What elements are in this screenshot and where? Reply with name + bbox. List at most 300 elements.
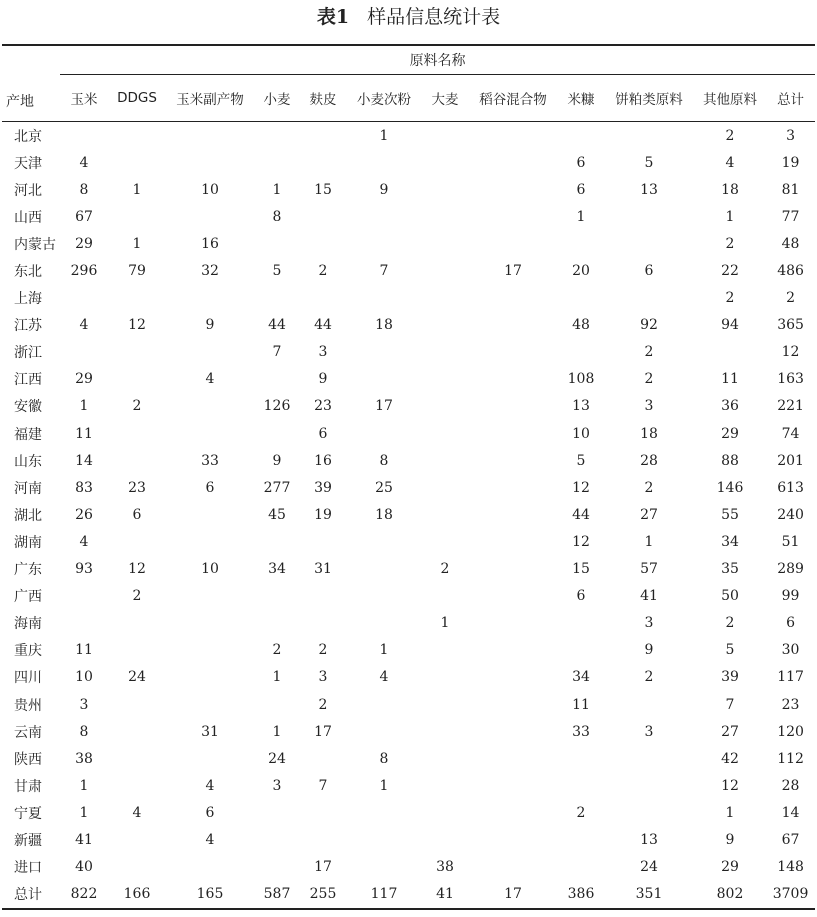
column-header: DDGS	[108, 75, 166, 122]
value-cell	[60, 610, 108, 637]
value-cell: 1	[576, 208, 586, 225]
value-cell	[166, 149, 254, 176]
value-cell	[346, 203, 422, 230]
table-row	[2, 149, 815, 176]
value-cell: 11	[572, 696, 590, 713]
value-cell	[422, 312, 468, 339]
value-cell: 34	[572, 669, 590, 686]
value-cell: 14	[781, 804, 800, 821]
value-cell	[254, 583, 300, 610]
value-cell	[468, 203, 558, 230]
value-cell: 2	[644, 669, 654, 686]
value-cell: 40	[75, 859, 93, 876]
value-cell: 165	[166, 881, 254, 909]
value-cell	[346, 610, 422, 637]
value-cell: 17	[314, 723, 332, 740]
table-body	[2, 122, 815, 909]
value-cell: 6	[786, 615, 796, 632]
value-cell	[346, 556, 422, 583]
value-cell: 28	[640, 452, 658, 469]
value-cell: 92	[640, 317, 658, 334]
value-cell: 26	[75, 506, 93, 523]
region-cell: 北京	[14, 128, 42, 145]
value-cell	[468, 664, 558, 691]
value-cell	[166, 528, 254, 555]
value-cell	[60, 583, 108, 610]
column-header-region: 产地	[2, 45, 60, 122]
value-cell: 4	[79, 154, 89, 171]
value-cell	[300, 610, 346, 637]
value-cell: 38	[436, 859, 454, 876]
value-cell	[254, 420, 300, 447]
value-cell	[300, 799, 346, 826]
value-cell	[254, 149, 300, 176]
value-cell: 2	[725, 127, 735, 144]
value-cell: 8	[379, 750, 389, 767]
value-cell: 18	[375, 317, 393, 334]
value-cell	[558, 745, 604, 772]
value-cell	[108, 447, 166, 474]
value-cell	[346, 149, 422, 176]
value-cell	[300, 826, 346, 853]
table-row	[2, 257, 815, 284]
value-cell: 802	[694, 881, 766, 909]
value-cell: 16	[201, 235, 219, 252]
region-cell: 进口	[14, 860, 42, 877]
value-cell	[468, 230, 558, 257]
value-cell: 27	[640, 506, 658, 523]
value-cell: 2	[725, 290, 735, 307]
value-cell: 5	[725, 642, 735, 659]
value-cell: 11	[721, 371, 739, 388]
value-cell: 41	[640, 588, 658, 605]
table-row	[2, 637, 815, 664]
value-cell: 34	[268, 561, 286, 578]
region-cell: 福建	[14, 426, 42, 443]
value-cell: 14	[75, 452, 93, 469]
value-cell: 17	[504, 263, 522, 280]
region-cell: 东北	[14, 264, 42, 281]
value-cell: 74	[781, 425, 800, 442]
value-cell: 33	[572, 723, 590, 740]
table-number: 表1	[316, 6, 350, 28]
value-cell: 11	[75, 425, 93, 442]
value-cell: 50	[721, 588, 739, 605]
value-cell: 41	[75, 831, 93, 848]
value-cell	[422, 664, 468, 691]
value-cell	[558, 230, 604, 257]
table-row	[2, 664, 815, 691]
value-cell	[422, 745, 468, 772]
value-cell: 55	[721, 506, 739, 523]
value-cell: 2	[132, 398, 142, 415]
value-cell: 4	[379, 669, 389, 686]
value-cell: 15	[314, 181, 332, 198]
value-cell: 44	[572, 506, 590, 523]
value-cell	[468, 312, 558, 339]
value-cell: 277	[263, 479, 291, 496]
value-cell: 1	[725, 208, 735, 225]
value-cell: 10	[75, 669, 93, 686]
region-cell: 江苏	[14, 318, 42, 335]
value-cell: 12	[572, 479, 590, 496]
value-cell: 13	[572, 398, 590, 415]
value-cell: 1	[79, 777, 89, 794]
value-cell	[346, 583, 422, 610]
value-cell: 19	[314, 506, 332, 523]
region-cell: 河北	[14, 182, 42, 199]
region-cell: 总计	[2, 881, 60, 909]
header-columns-row	[2, 75, 815, 122]
value-cell: 10	[201, 181, 219, 198]
value-cell	[422, 583, 468, 610]
value-cell: 166	[108, 881, 166, 909]
value-cell	[300, 745, 346, 772]
table-caption	[0, 2, 817, 32]
value-cell: 30	[781, 642, 800, 659]
value-cell: 2	[318, 696, 328, 713]
value-cell	[604, 772, 694, 799]
column-header: 其他原料	[694, 75, 766, 122]
table-row	[2, 528, 815, 555]
value-cell: 8	[79, 723, 89, 740]
column-header: 大麦	[422, 75, 468, 122]
value-cell: 2	[440, 561, 450, 578]
value-cell: 1	[272, 181, 282, 198]
value-cell	[468, 610, 558, 637]
value-cell: 3	[644, 615, 654, 632]
value-cell	[166, 583, 254, 610]
value-cell	[166, 854, 254, 881]
value-cell: 3709	[766, 881, 815, 909]
value-cell	[166, 637, 254, 664]
value-cell	[254, 122, 300, 150]
value-cell: 23	[781, 696, 800, 713]
header-group-row	[2, 45, 815, 75]
value-cell	[558, 339, 604, 366]
value-cell: 2	[644, 479, 654, 496]
value-cell	[108, 854, 166, 881]
value-cell	[468, 122, 558, 150]
value-cell	[558, 610, 604, 637]
table-row	[2, 772, 815, 799]
column-group-header: 原料名称	[60, 45, 815, 75]
value-cell: 23	[128, 479, 146, 496]
value-cell: 42	[721, 750, 739, 767]
column-header: 稻谷混合物	[468, 75, 558, 122]
value-cell: 11	[75, 642, 93, 659]
value-cell: 3	[318, 669, 328, 686]
value-cell: 99	[781, 588, 800, 605]
value-cell	[694, 339, 766, 366]
value-cell	[108, 203, 166, 230]
region-cell: 河南	[14, 480, 42, 497]
table-row	[2, 366, 815, 393]
value-cell	[468, 393, 558, 420]
region-cell: 贵州	[14, 697, 42, 714]
value-cell: 2	[318, 263, 328, 280]
value-cell: 18	[375, 506, 393, 523]
value-cell	[422, 285, 468, 312]
value-cell: 4	[205, 371, 215, 388]
value-cell: 25	[375, 479, 393, 496]
value-cell: 33	[201, 452, 219, 469]
value-cell: 117	[346, 881, 422, 909]
value-cell: 29	[75, 235, 93, 252]
value-cell: 6	[576, 181, 586, 198]
value-cell: 13	[640, 831, 658, 848]
value-cell: 822	[60, 881, 108, 909]
value-cell: 7	[725, 696, 735, 713]
value-cell: 6	[205, 804, 215, 821]
value-cell	[346, 528, 422, 555]
value-cell	[468, 176, 558, 203]
value-cell: 48	[572, 317, 590, 334]
value-cell: 10	[572, 425, 590, 442]
value-cell	[604, 203, 694, 230]
table-row	[2, 691, 815, 718]
value-cell	[166, 664, 254, 691]
column-header: 玉米副产物	[166, 75, 254, 122]
value-cell: 88	[721, 452, 739, 469]
value-cell: 3	[644, 398, 654, 415]
value-cell	[468, 745, 558, 772]
value-cell: 67	[75, 208, 93, 225]
value-cell: 1	[644, 533, 654, 550]
value-cell	[422, 501, 468, 528]
value-cell: 38	[75, 750, 93, 767]
value-cell	[346, 691, 422, 718]
column-header: 玉米	[60, 75, 108, 122]
value-cell	[108, 772, 166, 799]
region-cell: 四川	[14, 670, 42, 687]
value-cell: 79	[128, 263, 146, 280]
value-cell: 5	[272, 263, 282, 280]
value-cell: 1	[272, 669, 282, 686]
value-cell: 1	[379, 127, 389, 144]
region-cell: 陕西	[14, 751, 42, 768]
table-row	[2, 501, 815, 528]
region-cell: 江西	[14, 372, 42, 389]
value-cell: 2	[576, 804, 586, 821]
value-cell	[422, 176, 468, 203]
value-cell: 44	[268, 317, 286, 334]
region-cell: 新疆	[14, 832, 42, 849]
value-cell: 9	[318, 371, 328, 388]
value-cell: 2	[644, 344, 654, 361]
value-cell: 77	[781, 208, 800, 225]
value-cell: 146	[716, 479, 744, 496]
value-cell	[468, 772, 558, 799]
value-cell: 13	[640, 181, 658, 198]
value-cell: 9	[205, 317, 215, 334]
value-cell: 18	[640, 425, 658, 442]
value-cell	[300, 583, 346, 610]
region-cell: 宁夏	[14, 805, 42, 822]
value-cell	[300, 203, 346, 230]
value-cell	[254, 610, 300, 637]
table-row	[2, 420, 815, 447]
value-cell	[604, 799, 694, 826]
value-cell: 4	[205, 831, 215, 848]
value-cell: 2	[725, 615, 735, 632]
value-cell	[422, 691, 468, 718]
value-cell	[300, 285, 346, 312]
region-cell: 重庆	[14, 643, 42, 660]
table-row	[2, 176, 815, 203]
value-cell: 17	[468, 881, 558, 909]
value-cell: 386	[558, 881, 604, 909]
value-cell: 41	[422, 881, 468, 909]
value-cell: 9	[725, 831, 735, 848]
value-cell: 12	[128, 317, 146, 334]
value-cell: 24	[640, 859, 658, 876]
value-cell	[422, 149, 468, 176]
region-cell: 甘肃	[14, 778, 42, 795]
value-cell: 1	[132, 181, 142, 198]
value-cell	[422, 420, 468, 447]
value-cell	[254, 528, 300, 555]
column-header: 总计	[766, 75, 815, 122]
value-cell: 240	[777, 506, 804, 523]
value-cell	[558, 285, 604, 312]
value-cell: 365	[777, 317, 804, 334]
value-cell	[254, 230, 300, 257]
value-cell	[300, 528, 346, 555]
value-cell: 9	[644, 642, 654, 659]
value-cell	[558, 122, 604, 150]
value-cell: 4	[79, 533, 89, 550]
value-cell: 7	[318, 777, 328, 794]
value-cell: 12	[721, 777, 739, 794]
value-cell	[468, 366, 558, 393]
value-cell	[108, 285, 166, 312]
value-cell	[468, 583, 558, 610]
value-cell	[604, 691, 694, 718]
value-cell	[346, 826, 422, 853]
value-cell	[422, 799, 468, 826]
value-cell: 2	[132, 588, 142, 605]
value-cell	[300, 149, 346, 176]
value-cell: 126	[263, 398, 291, 415]
value-cell	[558, 826, 604, 853]
value-cell	[604, 745, 694, 772]
value-cell	[422, 718, 468, 745]
value-cell: 28	[781, 777, 800, 794]
region-cell: 广西	[14, 589, 42, 606]
column-header: 小麦次粉	[346, 75, 422, 122]
value-cell	[422, 637, 468, 664]
value-cell: 29	[721, 425, 739, 442]
value-cell	[468, 637, 558, 664]
table-row	[2, 718, 815, 745]
value-cell: 2	[786, 290, 796, 307]
value-cell: 4	[205, 777, 215, 794]
value-cell: 57	[640, 561, 658, 578]
value-cell: 12	[128, 561, 146, 578]
value-cell	[468, 474, 558, 501]
value-cell: 15	[572, 561, 590, 578]
value-cell: 12	[781, 344, 800, 361]
value-cell	[422, 257, 468, 284]
value-cell: 17	[375, 398, 393, 415]
value-cell	[346, 366, 422, 393]
value-cell	[108, 610, 166, 637]
value-cell	[166, 203, 254, 230]
sample-statistics-table	[2, 44, 815, 910]
value-cell: 289	[777, 561, 804, 578]
table-row	[2, 799, 815, 826]
value-cell: 81	[781, 181, 800, 198]
value-cell	[60, 339, 108, 366]
value-cell: 3	[79, 696, 89, 713]
value-cell	[604, 230, 694, 257]
table-row	[2, 610, 815, 637]
value-cell: 31	[314, 561, 332, 578]
value-cell: 35	[721, 561, 739, 578]
value-cell	[108, 528, 166, 555]
value-cell: 39	[314, 479, 332, 496]
value-cell: 93	[75, 561, 93, 578]
value-cell	[346, 285, 422, 312]
value-cell: 148	[777, 859, 804, 876]
value-cell: 3	[786, 127, 796, 144]
value-cell: 1	[132, 235, 142, 252]
region-cell: 云南	[14, 724, 42, 741]
value-cell	[468, 501, 558, 528]
value-cell: 3	[272, 777, 282, 794]
value-cell: 2	[725, 235, 735, 252]
value-cell: 7	[379, 263, 389, 280]
value-cell	[604, 122, 694, 150]
table-row	[2, 203, 815, 230]
value-cell: 27	[721, 723, 739, 740]
value-cell	[108, 149, 166, 176]
value-cell: 8	[379, 452, 389, 469]
value-cell: 6	[576, 588, 586, 605]
table-row	[2, 474, 815, 501]
value-cell: 613	[777, 479, 804, 496]
value-cell: 587	[254, 881, 300, 909]
value-cell: 94	[721, 317, 739, 334]
table-row	[2, 854, 815, 881]
value-cell	[166, 745, 254, 772]
value-cell: 7	[272, 344, 282, 361]
value-cell: 16	[314, 452, 332, 469]
value-cell	[166, 691, 254, 718]
value-cell: 351	[604, 881, 694, 909]
value-cell: 5	[576, 452, 586, 469]
value-cell	[108, 366, 166, 393]
value-cell	[108, 826, 166, 853]
value-cell: 1	[725, 804, 735, 821]
value-cell	[60, 285, 108, 312]
table-row	[2, 745, 815, 772]
value-cell	[346, 420, 422, 447]
table-row	[2, 339, 815, 366]
value-cell	[422, 339, 468, 366]
region-cell: 上海	[14, 291, 42, 308]
table-row	[2, 556, 815, 583]
value-cell	[422, 826, 468, 853]
value-cell: 4	[79, 317, 89, 334]
table-row	[2, 583, 815, 610]
value-cell	[166, 420, 254, 447]
value-cell	[558, 637, 604, 664]
value-cell	[346, 339, 422, 366]
region-cell: 山东	[14, 453, 42, 470]
value-cell: 6	[318, 425, 328, 442]
